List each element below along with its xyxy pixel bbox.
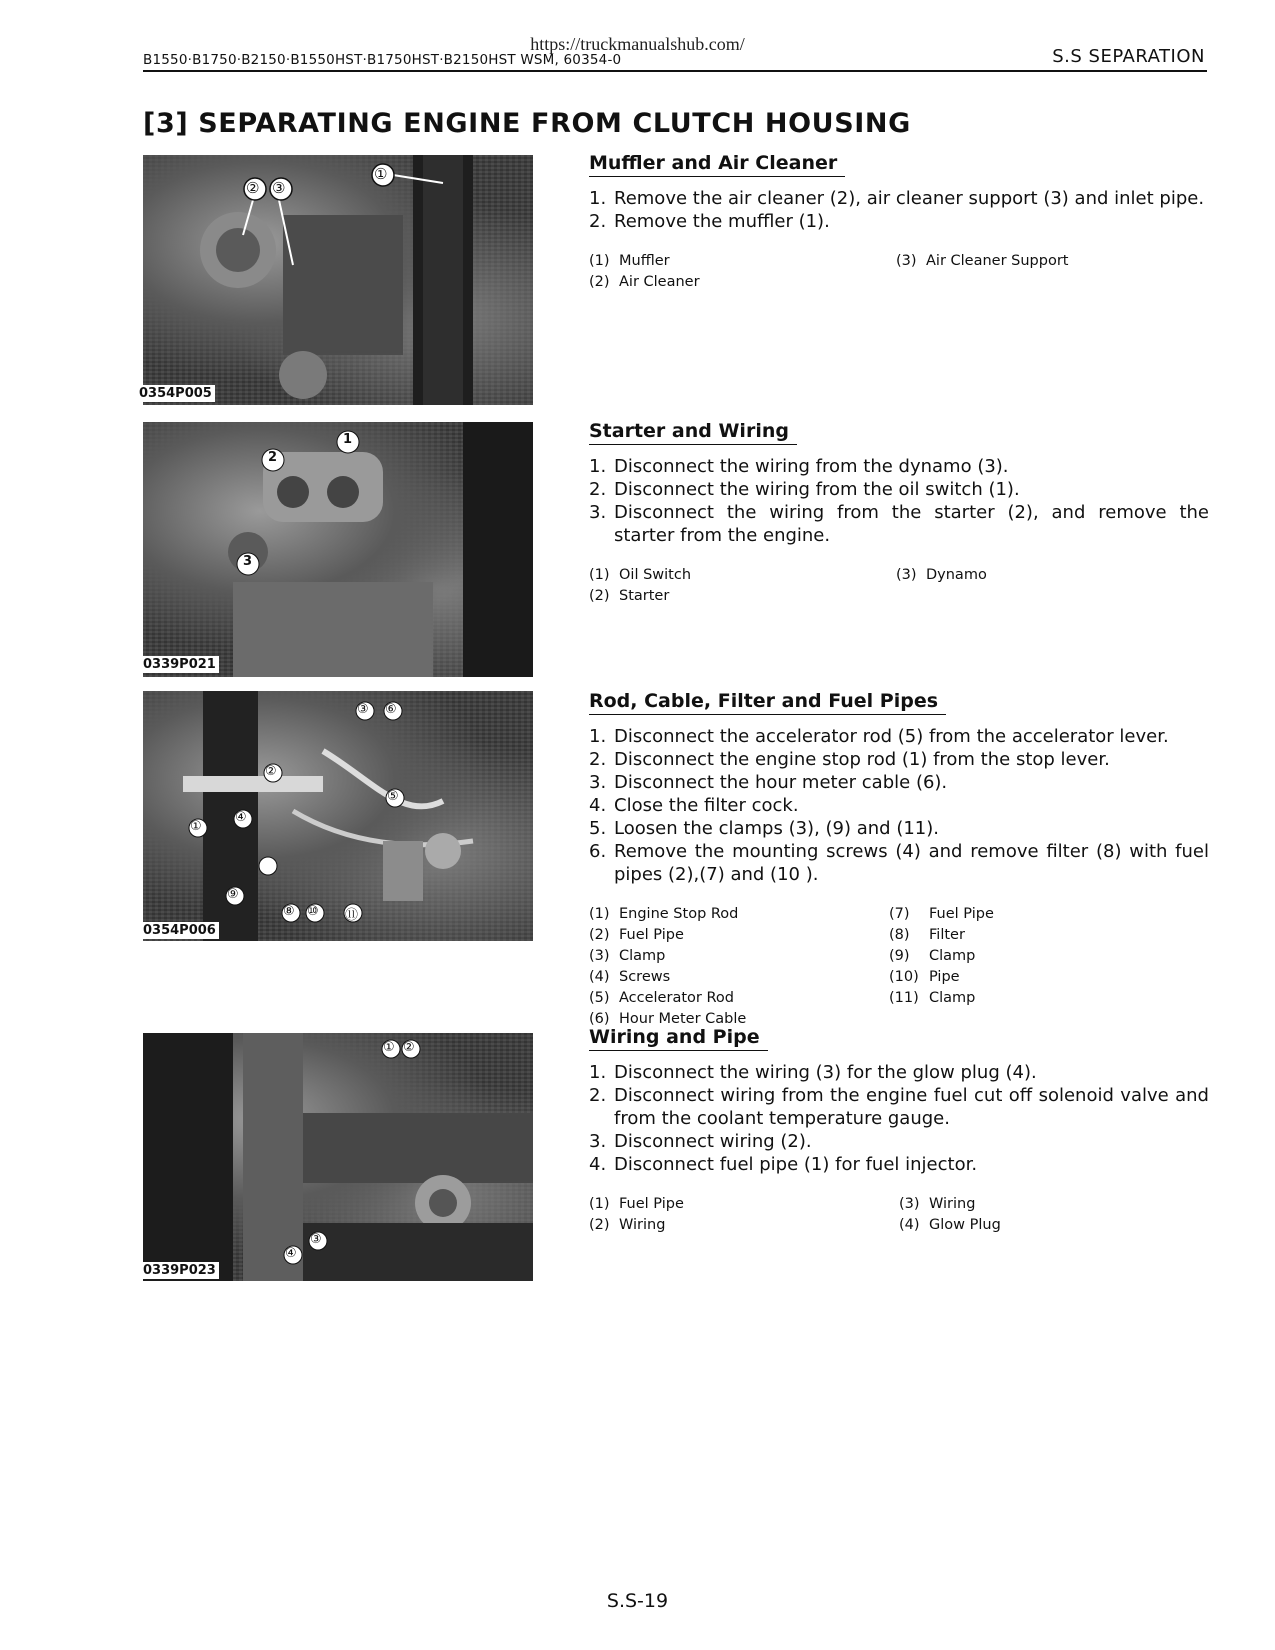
legend-item (589, 904, 746, 925)
legend-key: (1) (589, 253, 610, 269)
legend-key: (10) (889, 969, 919, 985)
legend-key: (3) (896, 253, 917, 269)
step-text: Close the filter cock. (614, 795, 799, 816)
step-text: Disconnect the wiring (3) for the glow plug (4). (614, 1062, 1037, 1083)
legend-item (589, 946, 746, 967)
legend-value: Clamp (929, 990, 976, 1006)
legend-value: Filter (929, 927, 965, 943)
section-title: Rod, Cable, Filter and Fuel Pipes (589, 690, 946, 715)
callout-8: ⑧ (283, 904, 295, 919)
step-text: Disconnect the accelerator rod (5) from the accelerator lever. (614, 726, 1169, 747)
legend-value: Engine Stop Rod (619, 906, 739, 922)
parts-legend (589, 904, 1209, 1030)
callout-4: ④ (235, 810, 247, 825)
step-number: 2. (589, 749, 607, 770)
parts-legend (589, 1194, 1209, 1236)
page-number: S.S-19 (606, 1590, 669, 1612)
legend-key: (3) (899, 1196, 920, 1212)
legend-item (889, 925, 994, 946)
step (589, 210, 1209, 233)
photo-4-drawing (143, 1033, 533, 1281)
legend-item (589, 988, 746, 1009)
step-text: Remove the air cleaner (2), air cleaner support (3) and inlet pipe. (614, 188, 1205, 209)
step (589, 187, 1209, 210)
step-text: Remove the mounting screws (4) and remove filter (8) with fuel pipes (2),(7) and (10 ). (614, 841, 1209, 885)
legend-item (896, 565, 987, 586)
step-text: Disconnect the wiring from the oil switch (1). (614, 479, 1020, 500)
legend-key: (11) (889, 990, 919, 1006)
legend-item (589, 1194, 684, 1215)
step-number: 5. (589, 818, 607, 839)
legend-item (889, 904, 994, 925)
header-rule (143, 70, 1207, 72)
step-text: Disconnect the wiring from the starter (2), and remove the starter from the engine. (614, 502, 1209, 546)
legend-key: (6) (589, 1011, 610, 1027)
step (589, 748, 1209, 771)
legend-value: Air Cleaner (619, 274, 700, 290)
section-wiring-pipe (589, 1026, 1209, 1236)
step-number: 2. (589, 479, 607, 500)
legend-key: (2) (589, 274, 610, 290)
section-title: Muffler and Air Cleaner (589, 152, 845, 177)
legend-value: Screws (619, 969, 671, 985)
legend-value: Accelerator Rod (619, 990, 734, 1006)
legend-value: Fuel Pipe (619, 927, 684, 943)
photo-muffler-air-cleaner (143, 155, 533, 405)
legend-item (589, 272, 700, 293)
legend-value: Fuel Pipe (929, 906, 994, 922)
step-text: Disconnect the engine stop rod (1) from the stop lever. (614, 749, 1110, 770)
callout-1: 1 (343, 432, 353, 447)
photo-2-drawing (143, 422, 533, 677)
photo-wiring-pipe (143, 1033, 533, 1281)
legend-value: Wiring (619, 1217, 666, 1233)
legend-value: Fuel Pipe (619, 1196, 684, 1212)
legend-item (889, 946, 994, 967)
step-text: Remove the muffler (1). (614, 211, 830, 232)
legend-value: Hour Meter Cable (619, 1011, 747, 1027)
legend-item (899, 1215, 1001, 1236)
legend-value: Pipe (929, 969, 960, 985)
parts-legend (589, 565, 1209, 607)
step (589, 1130, 1209, 1153)
legend-value: Wiring (929, 1196, 976, 1212)
step-text: Disconnect the hour meter cable (6). (614, 772, 948, 793)
legend-key: (1) (589, 906, 610, 922)
step-number: 6. (589, 841, 607, 862)
step-number: 3. (589, 502, 607, 523)
callout-3: ③ (357, 702, 369, 717)
legend-item (589, 1215, 684, 1236)
callout-11: ⑪ (345, 908, 359, 923)
step-number: 2. (589, 211, 607, 232)
step (589, 840, 1209, 886)
legend-item (589, 251, 700, 272)
step (589, 725, 1209, 748)
legend-key: (4) (589, 969, 610, 985)
legend-key: (1) (589, 1196, 610, 1212)
legend-item (889, 988, 994, 1009)
step (589, 1153, 1209, 1176)
section-rod-cable-filter-pipes (589, 690, 1209, 1030)
callout-1: ① (383, 1040, 395, 1055)
step-number: 1. (589, 188, 607, 209)
callout-3: ③ (272, 179, 286, 197)
legend-value: Oil Switch (619, 567, 692, 583)
callout-5: ⑤ (387, 789, 399, 804)
legend-key: (3) (896, 567, 917, 583)
step (589, 501, 1209, 547)
model-list: B1550·B1750·B2150·B1550HST·B1750HST·B2150HST WSM, 60354-0 (143, 52, 622, 68)
legend-value: Starter (619, 588, 670, 604)
legend-item (589, 565, 691, 586)
figure-code: 0354P005 (136, 385, 215, 402)
legend-value: Glow Plug (929, 1217, 1001, 1233)
figure-code: 0339P021 (140, 656, 219, 673)
figure-code: 0354P006 (140, 922, 219, 939)
callout-4: ④ (285, 1246, 297, 1261)
photo-rod-cable-filter-pipes (143, 691, 533, 941)
callout-3: 3 (243, 554, 253, 569)
legend-key: (9) (889, 948, 910, 964)
legend-key: (2) (589, 588, 610, 604)
step-number: 1. (589, 726, 607, 747)
step-text: Loosen the clamps (3), (9) and (11). (614, 818, 939, 839)
section-title: Wiring and Pipe (589, 1026, 768, 1051)
step (589, 1061, 1209, 1084)
step (589, 771, 1209, 794)
page-title: [3] SEPARATING ENGINE FROM CLUTCH HOUSING (143, 108, 911, 139)
legend-key: (7) (889, 906, 910, 922)
section-muffler-air-cleaner (589, 152, 1209, 293)
source-url: https://truckmanualshub.com/ (530, 34, 745, 54)
photo-1-drawing (143, 155, 533, 405)
legend-item (899, 1194, 1001, 1215)
legend-value: Dynamo (926, 567, 987, 583)
photo-3-drawing (143, 691, 533, 941)
callout-2: 2 (268, 450, 278, 465)
section-name: S.S SEPARATION (1052, 46, 1205, 67)
legend-value: Clamp (929, 948, 976, 964)
legend-key: (8) (889, 927, 910, 943)
legend-item (589, 967, 746, 988)
step (589, 455, 1209, 478)
section-starter-wiring (589, 420, 1209, 607)
section-title: Starter and Wiring (589, 420, 797, 445)
step (589, 794, 1209, 817)
figure-code: 0339P023 (140, 1262, 219, 1279)
step-number: 1. (589, 456, 607, 477)
step-text: Disconnect the wiring from the dynamo (3). (614, 456, 1009, 477)
callout-2: ② (246, 179, 260, 197)
legend-key: (4) (899, 1217, 920, 1233)
callout-6: ⑥ (385, 702, 397, 717)
legend-item (589, 925, 746, 946)
step (589, 1084, 1209, 1130)
step (589, 817, 1209, 840)
parts-legend (589, 251, 1209, 293)
step-text: Disconnect wiring from the engine fuel cut off solenoid valve and from the coolant temperature gauge. (614, 1085, 1209, 1129)
callout-1: ① (374, 165, 388, 183)
callout-9: ⑨ (227, 887, 239, 902)
legend-value: Muffler (619, 253, 670, 269)
photo-starter-wiring (143, 422, 533, 677)
step-number: 4. (589, 1154, 607, 1175)
legend-item (889, 967, 994, 988)
legend-key: (2) (589, 927, 610, 943)
legend-item (589, 586, 691, 607)
step (589, 478, 1209, 501)
callout-10: ⑩ (307, 904, 319, 919)
step-text: Disconnect fuel pipe (1) for fuel injector. (614, 1154, 978, 1175)
step-number: 3. (589, 1131, 607, 1152)
legend-key: (1) (589, 567, 610, 583)
step-number: 2. (589, 1085, 607, 1106)
legend-value: Clamp (619, 948, 666, 964)
step-text: Disconnect wiring (2). (614, 1131, 812, 1152)
callout-1: ① (190, 819, 202, 834)
step-number: 3. (589, 772, 607, 793)
legend-key: (5) (589, 990, 610, 1006)
step-number: 4. (589, 795, 607, 816)
callout-3: ③ (310, 1232, 322, 1247)
legend-key: (3) (589, 948, 610, 964)
legend-item (896, 251, 1068, 272)
step-number: 1. (589, 1062, 607, 1083)
callout-2: ② (265, 764, 277, 779)
legend-value: Air Cleaner Support (926, 253, 1069, 269)
callout-2: ② (403, 1040, 415, 1055)
legend-key: (2) (589, 1217, 610, 1233)
